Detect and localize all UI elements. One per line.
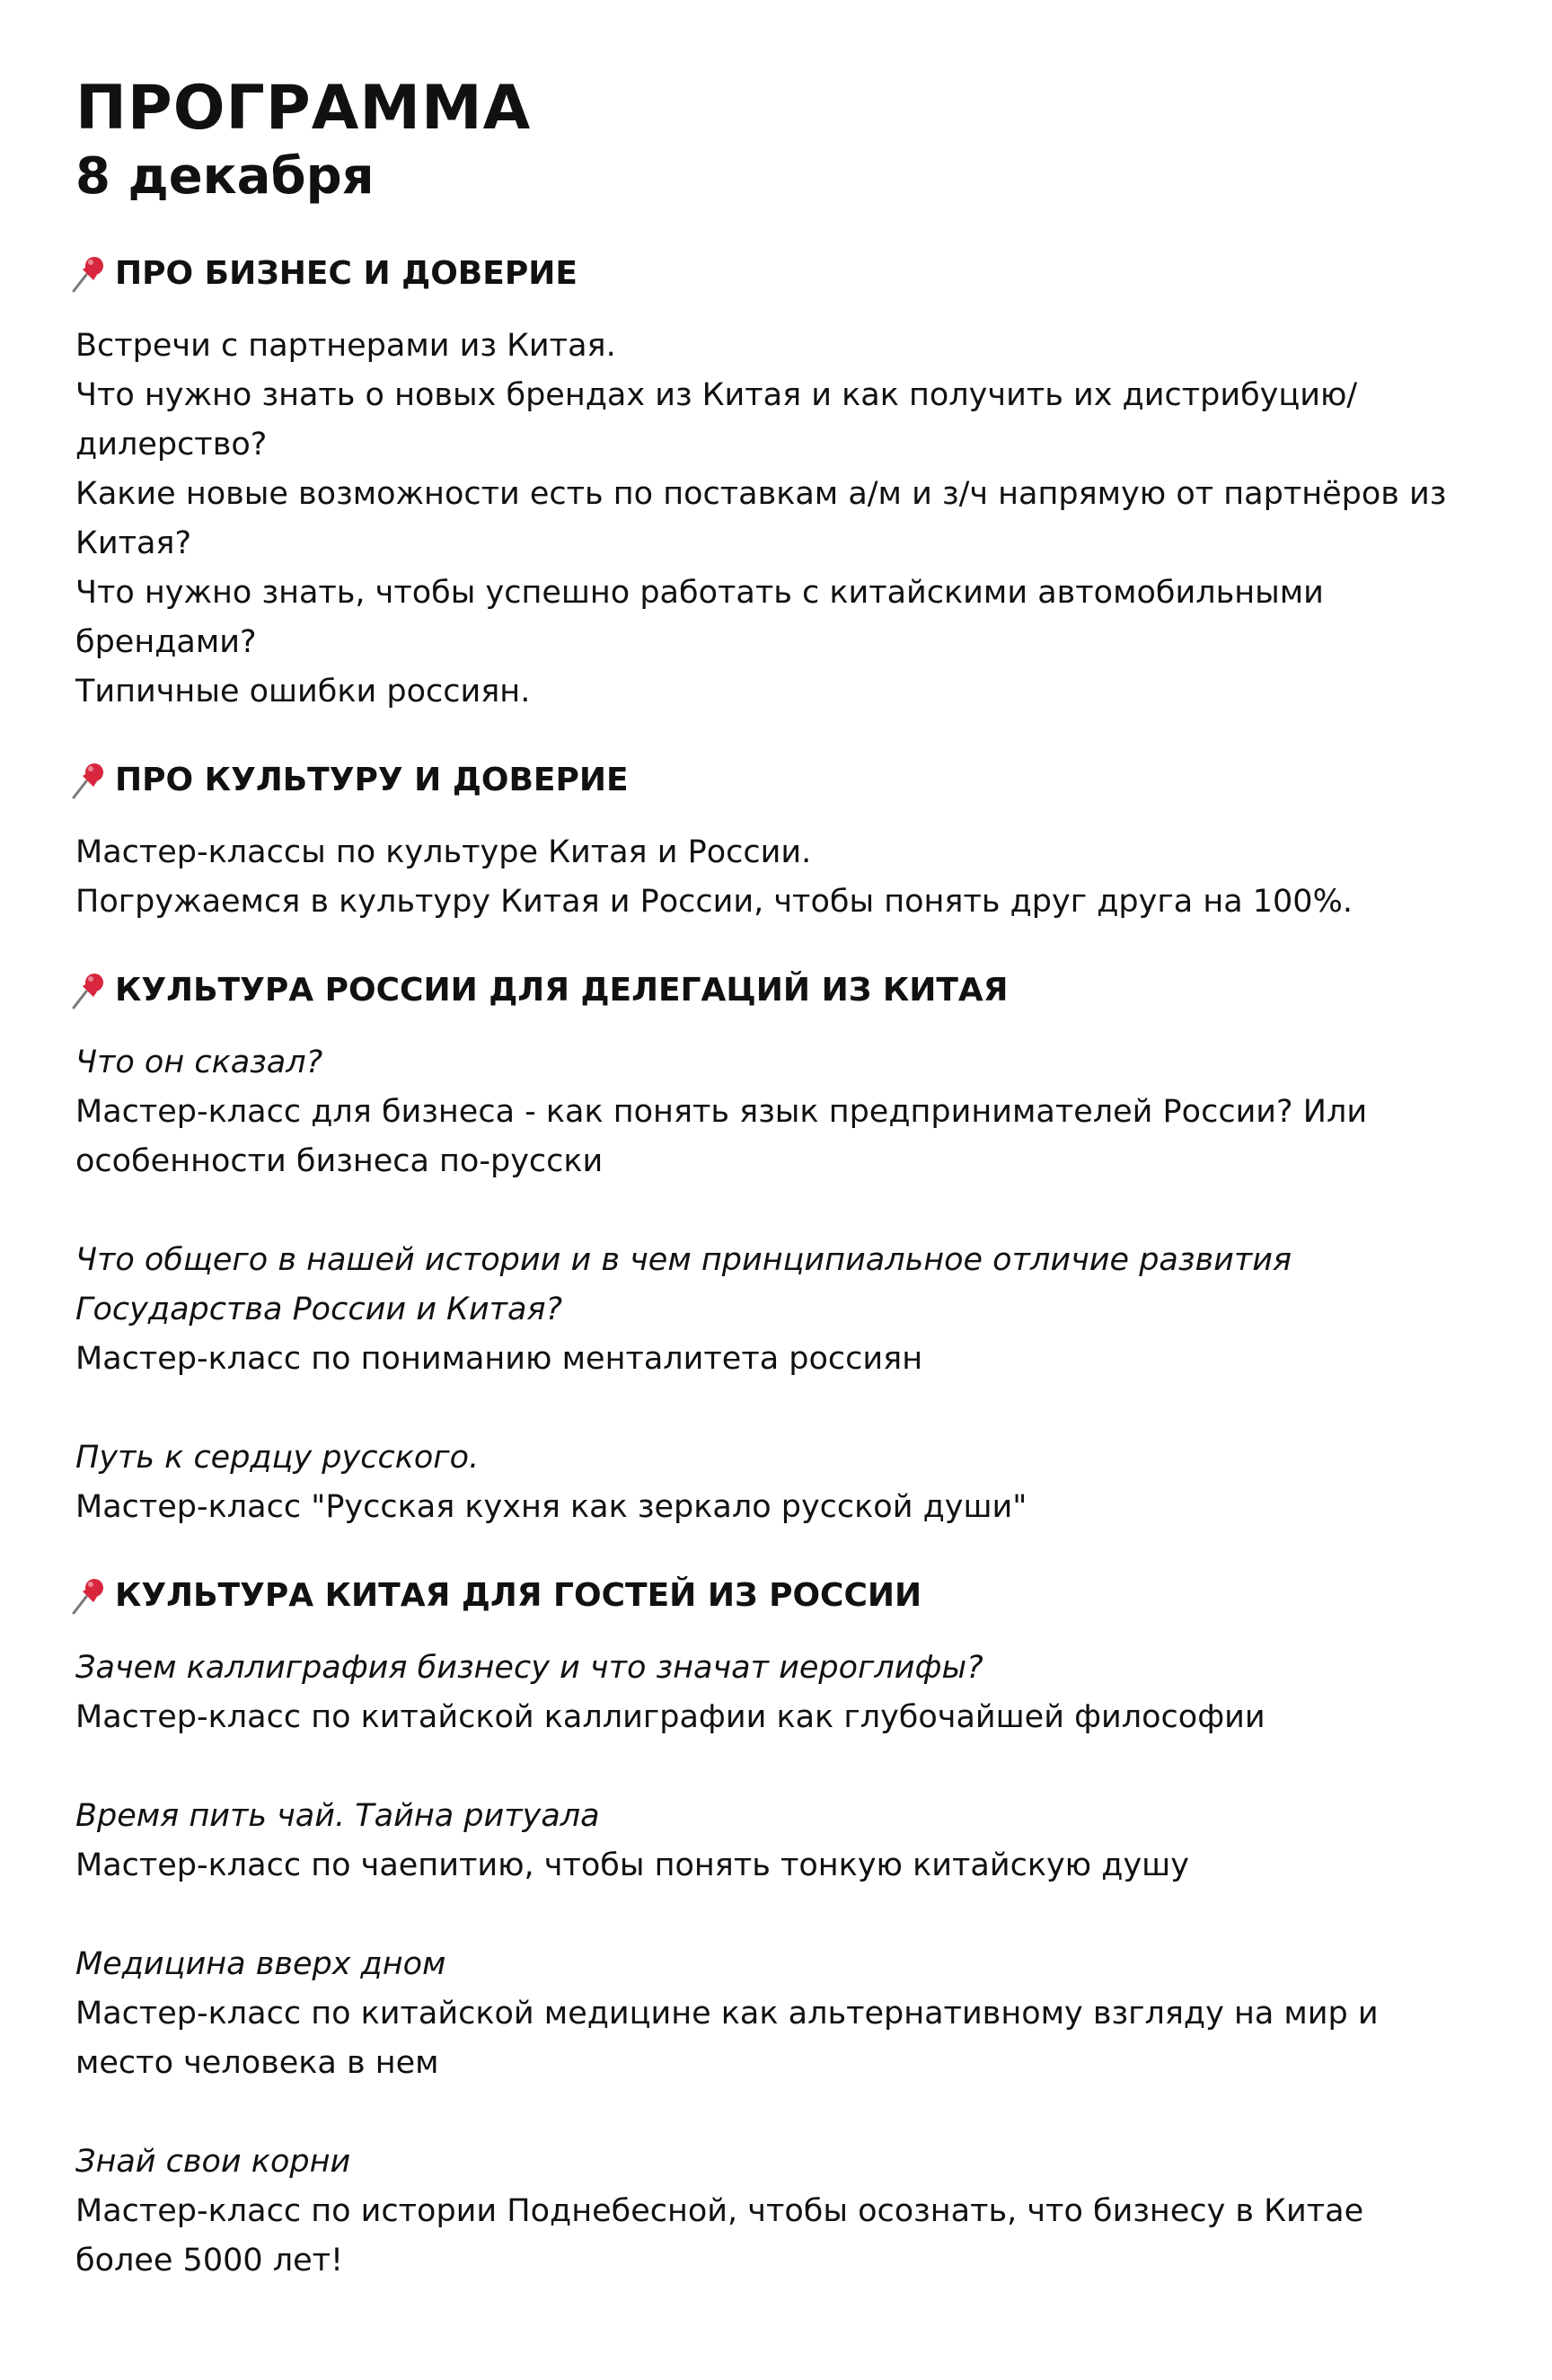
masterclass-item	[75, 1433, 1495, 1532]
body-line: дилерство?	[75, 427, 268, 463]
section-heading	[70, 968, 1495, 1013]
body-line: Китая?	[75, 525, 192, 561]
body-line: Какие новые возможности есть по поставкам а/м и з/ч напрямую от партнёров из	[75, 476, 1447, 512]
masterclass-description: место человека в нем	[75, 2045, 439, 2081]
masterclass-item	[75, 1236, 1495, 1384]
masterclass-description: Мастер-класс по китайской медицине как альтернативному взгляду на мир и	[75, 1996, 1379, 2032]
section-heading	[70, 758, 1495, 803]
body-line: Что нужно знать, чтобы успешно работать с китайскими автомобильными	[75, 575, 1324, 611]
masterclass-question: Знай свои корни	[75, 2144, 351, 2180]
program-document	[75, 72, 1495, 2286]
masterclass-description: Мастер-класс по пониманию менталитета россиян	[75, 1341, 923, 1377]
masterclass-question: Путь к сердцу русского.	[75, 1440, 480, 1476]
section-heading-text: КУЛЬТУРА КИТАЯ ДЛЯ ГОСТЕЙ ИЗ РОССИИ	[115, 1577, 922, 1614]
section-heading-text: ПРО БИЗНЕС И ДОВЕРИЕ	[115, 255, 578, 292]
body-line: брендами?	[75, 624, 257, 660]
masterclass-question: Медицина вверх дном	[75, 1946, 446, 1982]
body-line: Типичные ошибки россиян.	[75, 674, 531, 710]
section-culture-trust	[75, 758, 1495, 927]
body-line: Погружаемся в культуру Китая и России, чтобы понять друг друга на 100%.	[75, 884, 1353, 920]
masterclass-description: Мастер-класс по китайской каллиграфии как глубочайшей философии	[75, 1699, 1265, 1735]
page-title: ПРОГРАММА	[75, 73, 532, 144]
section-body	[75, 1644, 1495, 2286]
masterclass-question: Зачем каллиграфия бизнесу и что значат иероглифы?	[75, 1650, 983, 1686]
masterclass-description: Мастер-класс по истории Поднебесной, чтобы осознать, что бизнесу в Китае	[75, 2193, 1364, 2229]
pushpin-icon	[70, 970, 106, 1011]
section-body	[75, 1038, 1495, 1532]
body-line: Мастер-классы по культуре Китая и России.	[75, 834, 812, 870]
masterclass-description: Мастер-класс по чаепитию, чтобы понять тонкую китайскую душу	[75, 1847, 1189, 1883]
masterclass-item	[75, 2138, 1495, 2286]
masterclass-question: Что общего в нашей истории и в чем принципиальное отличие развития	[75, 1242, 1292, 1278]
section-russia-culture	[75, 968, 1495, 1532]
masterclass-question: Государства России и Китая?	[75, 1291, 563, 1327]
section-body	[75, 322, 1495, 717]
section-china-culture	[75, 1573, 1495, 2286]
section-heading-text: ПРО КУЛЬТУРУ И ДОВЕРИЕ	[115, 762, 629, 798]
masterclass-description: Мастер-класс "Русская кухня как зеркало русской души"	[75, 1489, 1027, 1525]
masterclass-description: более 5000 лет!	[75, 2243, 344, 2279]
section-heading	[70, 251, 1495, 296]
masterclass-item	[75, 1940, 1495, 2088]
pushpin-icon	[70, 253, 106, 295]
pushpin-icon	[70, 1575, 106, 1617]
masterclass-description: особенности бизнеса по-русски	[75, 1143, 604, 1179]
section-heading-text: КУЛЬТУРА РОССИИ ДЛЯ ДЕЛЕГАЦИЙ ИЗ КИТАЯ	[115, 972, 1009, 1009]
section-body	[75, 828, 1495, 927]
body-line: Встречи с партнерами из Китая.	[75, 328, 616, 364]
section-business-trust	[75, 251, 1495, 717]
section-heading	[70, 1573, 1495, 1618]
masterclass-question: Время пить чай. Тайна ритуала	[75, 1798, 600, 1834]
masterclass-item	[75, 1792, 1495, 1891]
program-date: 8 декабря	[75, 147, 375, 206]
pushpin-icon	[70, 760, 106, 801]
masterclass-item	[75, 1038, 1495, 1186]
masterclass-description: Мастер-класс для бизнеса - как понять язык предпринимателей России? Или	[75, 1094, 1368, 1130]
masterclass-item	[75, 1644, 1495, 1742]
masterclass-question: Что он сказал?	[75, 1045, 323, 1080]
body-line: Что нужно знать о новых брендах из Китая и как получить их дистрибуцию/	[75, 377, 1358, 413]
